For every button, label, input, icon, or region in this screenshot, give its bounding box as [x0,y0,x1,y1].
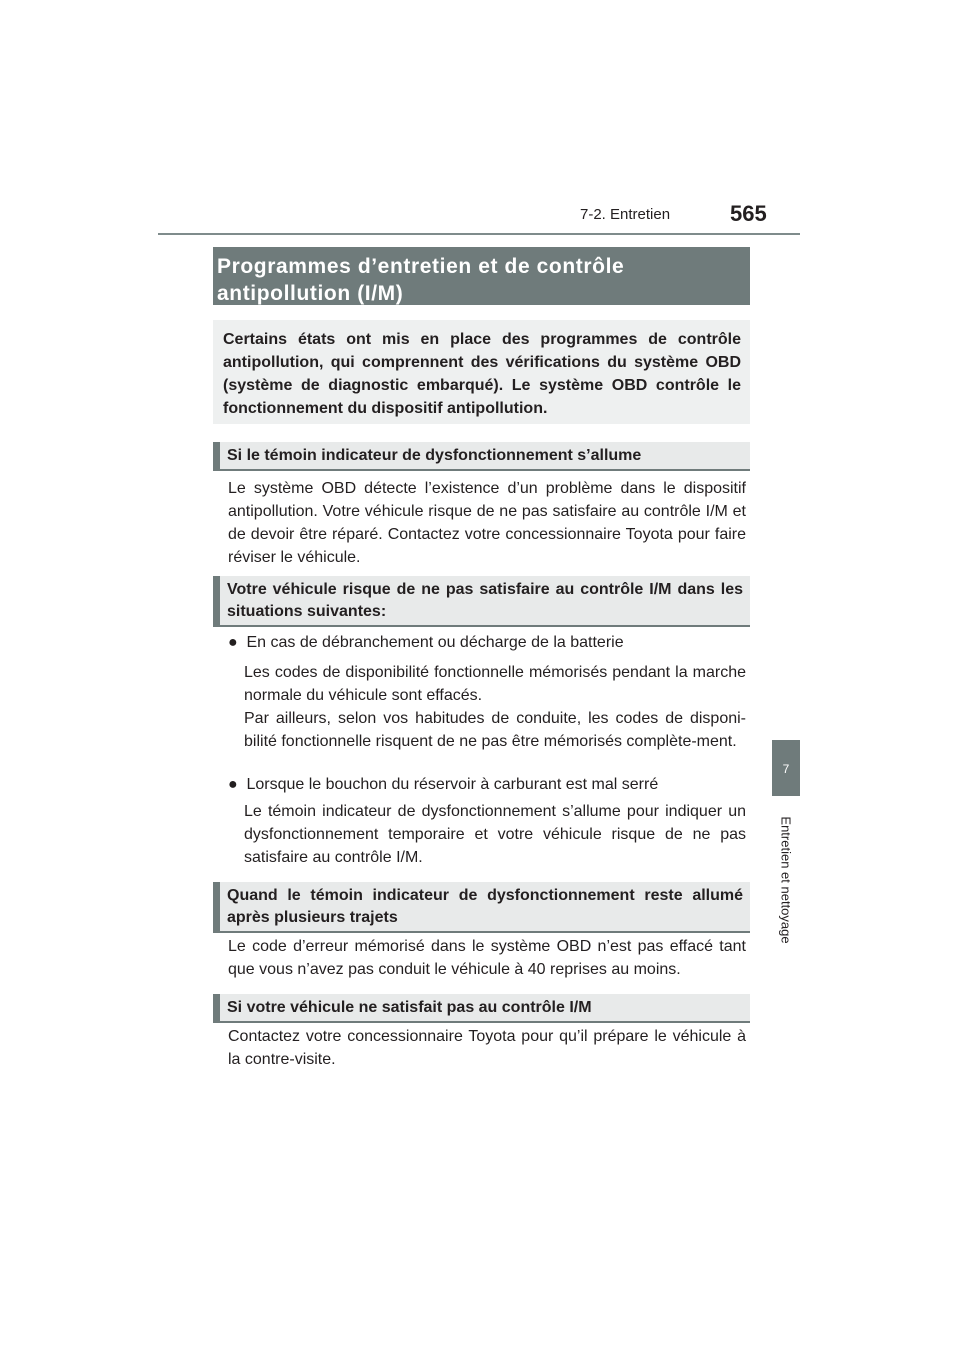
section-heading-text: Votre véhicule risque de ne pas satisfaire au contrôle I/M dans les situations suivantes: [227,581,743,620]
section-heading-text: Si votre véhicule ne satisfait pas au contrôle I/M [227,999,592,1016]
list-item-detail: Par ailleurs, selon vos habitudes de conduite, les codes de disponi-bilité fonctionnelle risquent de ne pas être mémorisés complète-ment. [244,710,746,750]
page-title-line-1: Programmes d’entretien et de contrôle [217,255,625,278]
chapter-number: 7 [782,762,790,776]
list-item [228,773,746,796]
section-body-mil-on: Le système OBD détecte l’existence d’un problème dans le dispositif antipollution. Votre véhicule risque de ne pas satisfaire au contrôle I/M et de devoir être réparé. Contactez votre concessionnaire Toyota pour faire réviser le véhicule. [228,480,746,566]
section-body-mil-stays-on: Le code d’erreur mémorisé dans le système OBD n’est pas effacé tant que vous n’avez pas conduit le véhicule à 40 reprises au moins. [228,938,746,978]
list-item-detail: Le témoin indicateur de dysfonctionnement s’allume pour indiquer un dysfonctionnement temporaire et votre véhicule risque de ne pas satisfaire au contrôle I/M. [244,803,746,866]
section-heading-text: Quand le témoin indicateur de dysfonctionnement reste allumé après plusieurs trajets [227,887,743,926]
header-divider [158,233,800,235]
intro-box [213,320,750,424]
section-heading-im-failed [213,994,750,1023]
bullet-icon: ● [228,634,238,651]
page-title-line-2: antipollution (I/M) [217,282,404,305]
section-heading-text: Si le témoin indicateur de dysfonctionnement s’allume [227,447,642,464]
list-item [228,631,746,654]
intro-text: Certains états ont mis en place des programmes de contrôle antipollution, qui comprennent des vérifications du système OBD (système de diagnostic embarqué). Le système OBD contrôle le fonctionnement du dispositif antipollution. [223,331,741,417]
bullet-icon: ● [228,776,238,793]
chapter-tab [772,740,800,796]
page-number: 565 [730,201,767,226]
list-item-detail: Les codes de disponibilité fonctionnelle mémorisés pendant la marche normale du véhicule sont effacés. [244,664,746,704]
list-item-label: Lorsque le bouchon du réservoir à carburant est mal serré [246,776,659,793]
section-body-im-failed: Contactez votre concessionnaire Toyota pour qu’il prépare le véhicule à la contre-visite. [228,1028,746,1068]
section-heading-mil-on [213,442,750,471]
list-item-label: En cas de débranchement ou décharge de la batterie [246,634,624,651]
section-breadcrumb: 7-2. Entretien [580,206,671,223]
page-title [213,247,750,305]
chapter-label: Entretien et nettoyage [778,816,794,944]
section-heading-mil-stays-on [213,882,750,933]
section-heading-failure-situations [213,576,750,627]
